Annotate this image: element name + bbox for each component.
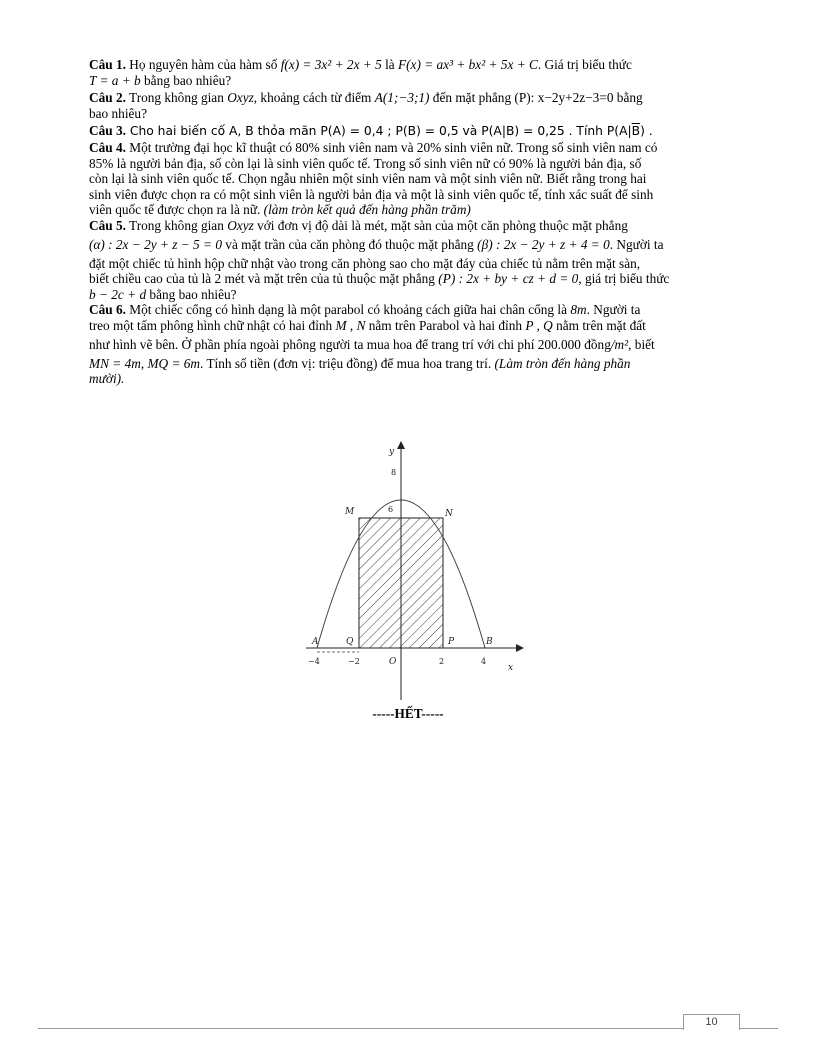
q2-text-4: bằng [613,90,643,106]
question-2 [89,90,729,121]
q1-text-4: bằng bao nhiêu? [140,72,232,88]
point-N: N [445,509,453,519]
x-axis-label: x [508,663,514,673]
q4-line-3: còn lại là sinh viên quốc tế. Chọn ngẫu nhiên một sinh viên nam và một sinh viên nữ. Biết rằng trong hai [89,171,647,187]
q6-mn: M , N [335,317,366,333]
q6-note-2: mười). [89,371,125,387]
q5-text-6: , giá trị biểu thức [578,271,670,287]
question-5 [89,218,729,302]
question-6 [89,302,729,386]
q5-text-4: . Người ta [609,236,664,252]
y-axis-label: y [389,447,395,457]
q6-note: (Làm tròn đến hàng phần [494,355,631,371]
q5-beta: (β) : 2x − 2y + z + 4 = 0 [477,236,610,252]
q4-line-2: 85% là người bản địa, số còn lại là sinh viên quốc tế. Trong số sinh viên nữ có 90% là người bản địa, số [89,155,642,171]
q4-line-1: Một trường đại học kĩ thuật có 80% sinh viên nam và 20% sinh viên nữ. Trong số sinh viên nam có [125,139,658,155]
point-M: M [345,507,355,517]
y-axis-arrow-icon [397,441,405,449]
q6-text-3: treo một tấm phông hình chữ nhật có hai đỉnh [89,317,336,333]
q6-text-7: , biết [628,336,655,352]
q2-text-2: , khoảng cách từ điểm [253,90,375,106]
q5-text-3: và mặt trần của căn phòng đó thuộc mặt phẳng [221,236,478,252]
end-marker: -----HẾT----- [372,706,444,721]
q1-expr: T = a + b [89,72,141,88]
q6-pq: P , Q [525,317,553,333]
q1-text-1: Họ nguyên hàm của hàm số [125,57,281,72]
question-4 [89,140,729,218]
q3-end: ) . [640,124,653,139]
q5-label: Câu 5. [89,217,126,233]
q6-dims: MN = 4m, MQ = 6m [89,355,201,371]
q5-expr: b − 2c + d [89,286,147,302]
q3-label: Câu 3. [89,123,126,139]
q6-label: Câu 6. [89,302,126,318]
q6-text-4: nằm trên Parabol và hai đỉnh [365,317,526,333]
q6-text-2: . Người ta [586,302,641,318]
q1-text-3: . Giá trị biểu thức [537,57,632,72]
x-axis-arrow-icon [516,644,524,652]
q4-note: (làm tròn kết quả đến hàng phần trăm) [263,202,471,218]
q2-text-5: bao nhiêu? [89,105,147,121]
point-B: B [486,637,493,647]
q6-text-6: như hình vẽ bên. Ở phần phía ngoài phông người ta mua hoa để trang trí với chi phí 200.000 đồng [89,336,611,352]
q4-line-4: sinh viên được chọn ra có một sinh viên là người bản địa và một là sinh viên quốc tế, tính xác suất để sinh [89,186,654,202]
q5-text-1: Trong không gian [125,217,228,233]
q2-plane: (P): x−2y+2z−3=0 [514,90,614,106]
q1-fx: f(x) = 3x² + 2x + 5 [280,57,382,72]
q2-label: Câu 2. [89,90,126,106]
footer-divider [38,1028,778,1029]
q5-plane: (P) : 2x + by + cz + d = 0 [438,271,579,287]
question-1 [89,57,729,88]
q5-alpha: (α) : 2x − 2y + z − 5 = 0 [89,236,222,252]
parabola-figure [302,438,528,700]
q3-b-bar: $\overline{B}$ [631,124,641,139]
q2-point: A(1;−3;1) [374,90,430,106]
q1-text-2: là [381,57,398,72]
q2-text-3: đến mặt phẳng [429,90,515,106]
x-tick-neg4: −4 [308,657,320,666]
q1-label: Câu 1. [89,57,126,72]
q6-text-8: . Tính số tiền (đơn vị: triệu đồng) để mua hoa trang trí. [200,355,495,371]
q6-text-5: nằm trên mặt đất [552,317,646,333]
question-3 [89,123,729,140]
point-P: P [448,637,455,647]
page-number: 10 [683,1014,740,1030]
q4-label: Câu 4. [89,139,126,155]
x-tick-4: 4 [481,657,487,666]
q5-text-2: với đơn vị độ dài là mét, mặt sàn của một căn phòng thuộc mặt phẳng [253,217,628,233]
q2-text-1: Trong không gian [125,90,228,106]
q5-text-5: biết chiều cao của tủ là 2 mét và mặt trên của tủ thuộc mặt phẳng [89,271,439,287]
q5-space: Oxyz [227,217,254,233]
x-tick-neg2: −2 [348,657,360,666]
q2-space: Oxyz [227,90,254,106]
q4-line-5: viên quốc tế được chọn ra là nữ. [89,202,264,218]
point-A: A [312,637,319,647]
exam-content [89,57,729,387]
q6-dist: 8m [570,302,587,318]
q5-line-3: đặt một chiếc tủ hình hộp chữ nhật vào trong căn phòng sao cho mặt đáy của chiếc tủ nằm trên mặt sàn, [89,255,641,271]
x-tick-2: 2 [439,657,445,666]
y-tick-6: 6 [388,505,394,514]
q1-Fx: F(x) = ax³ + bx² + 5x + C [398,57,538,72]
q6-unit: /m² [610,336,629,352]
q5-text-7: bằng bao nhiêu? [146,286,237,302]
y-tick-8: 8 [391,468,397,477]
q3-text: Cho hai biến cố A, B thỏa mãn P(A) = 0,4 ; P(B) = 0,5 và P(A|B) = 0,25 . Tính P(A| [125,124,632,139]
point-Q: Q [346,637,354,647]
origin-label: O [389,657,397,667]
q6-text-1: Một chiếc cổng có hình dạng là một parabol có khoảng cách giữa hai chân cổng là [125,302,571,318]
